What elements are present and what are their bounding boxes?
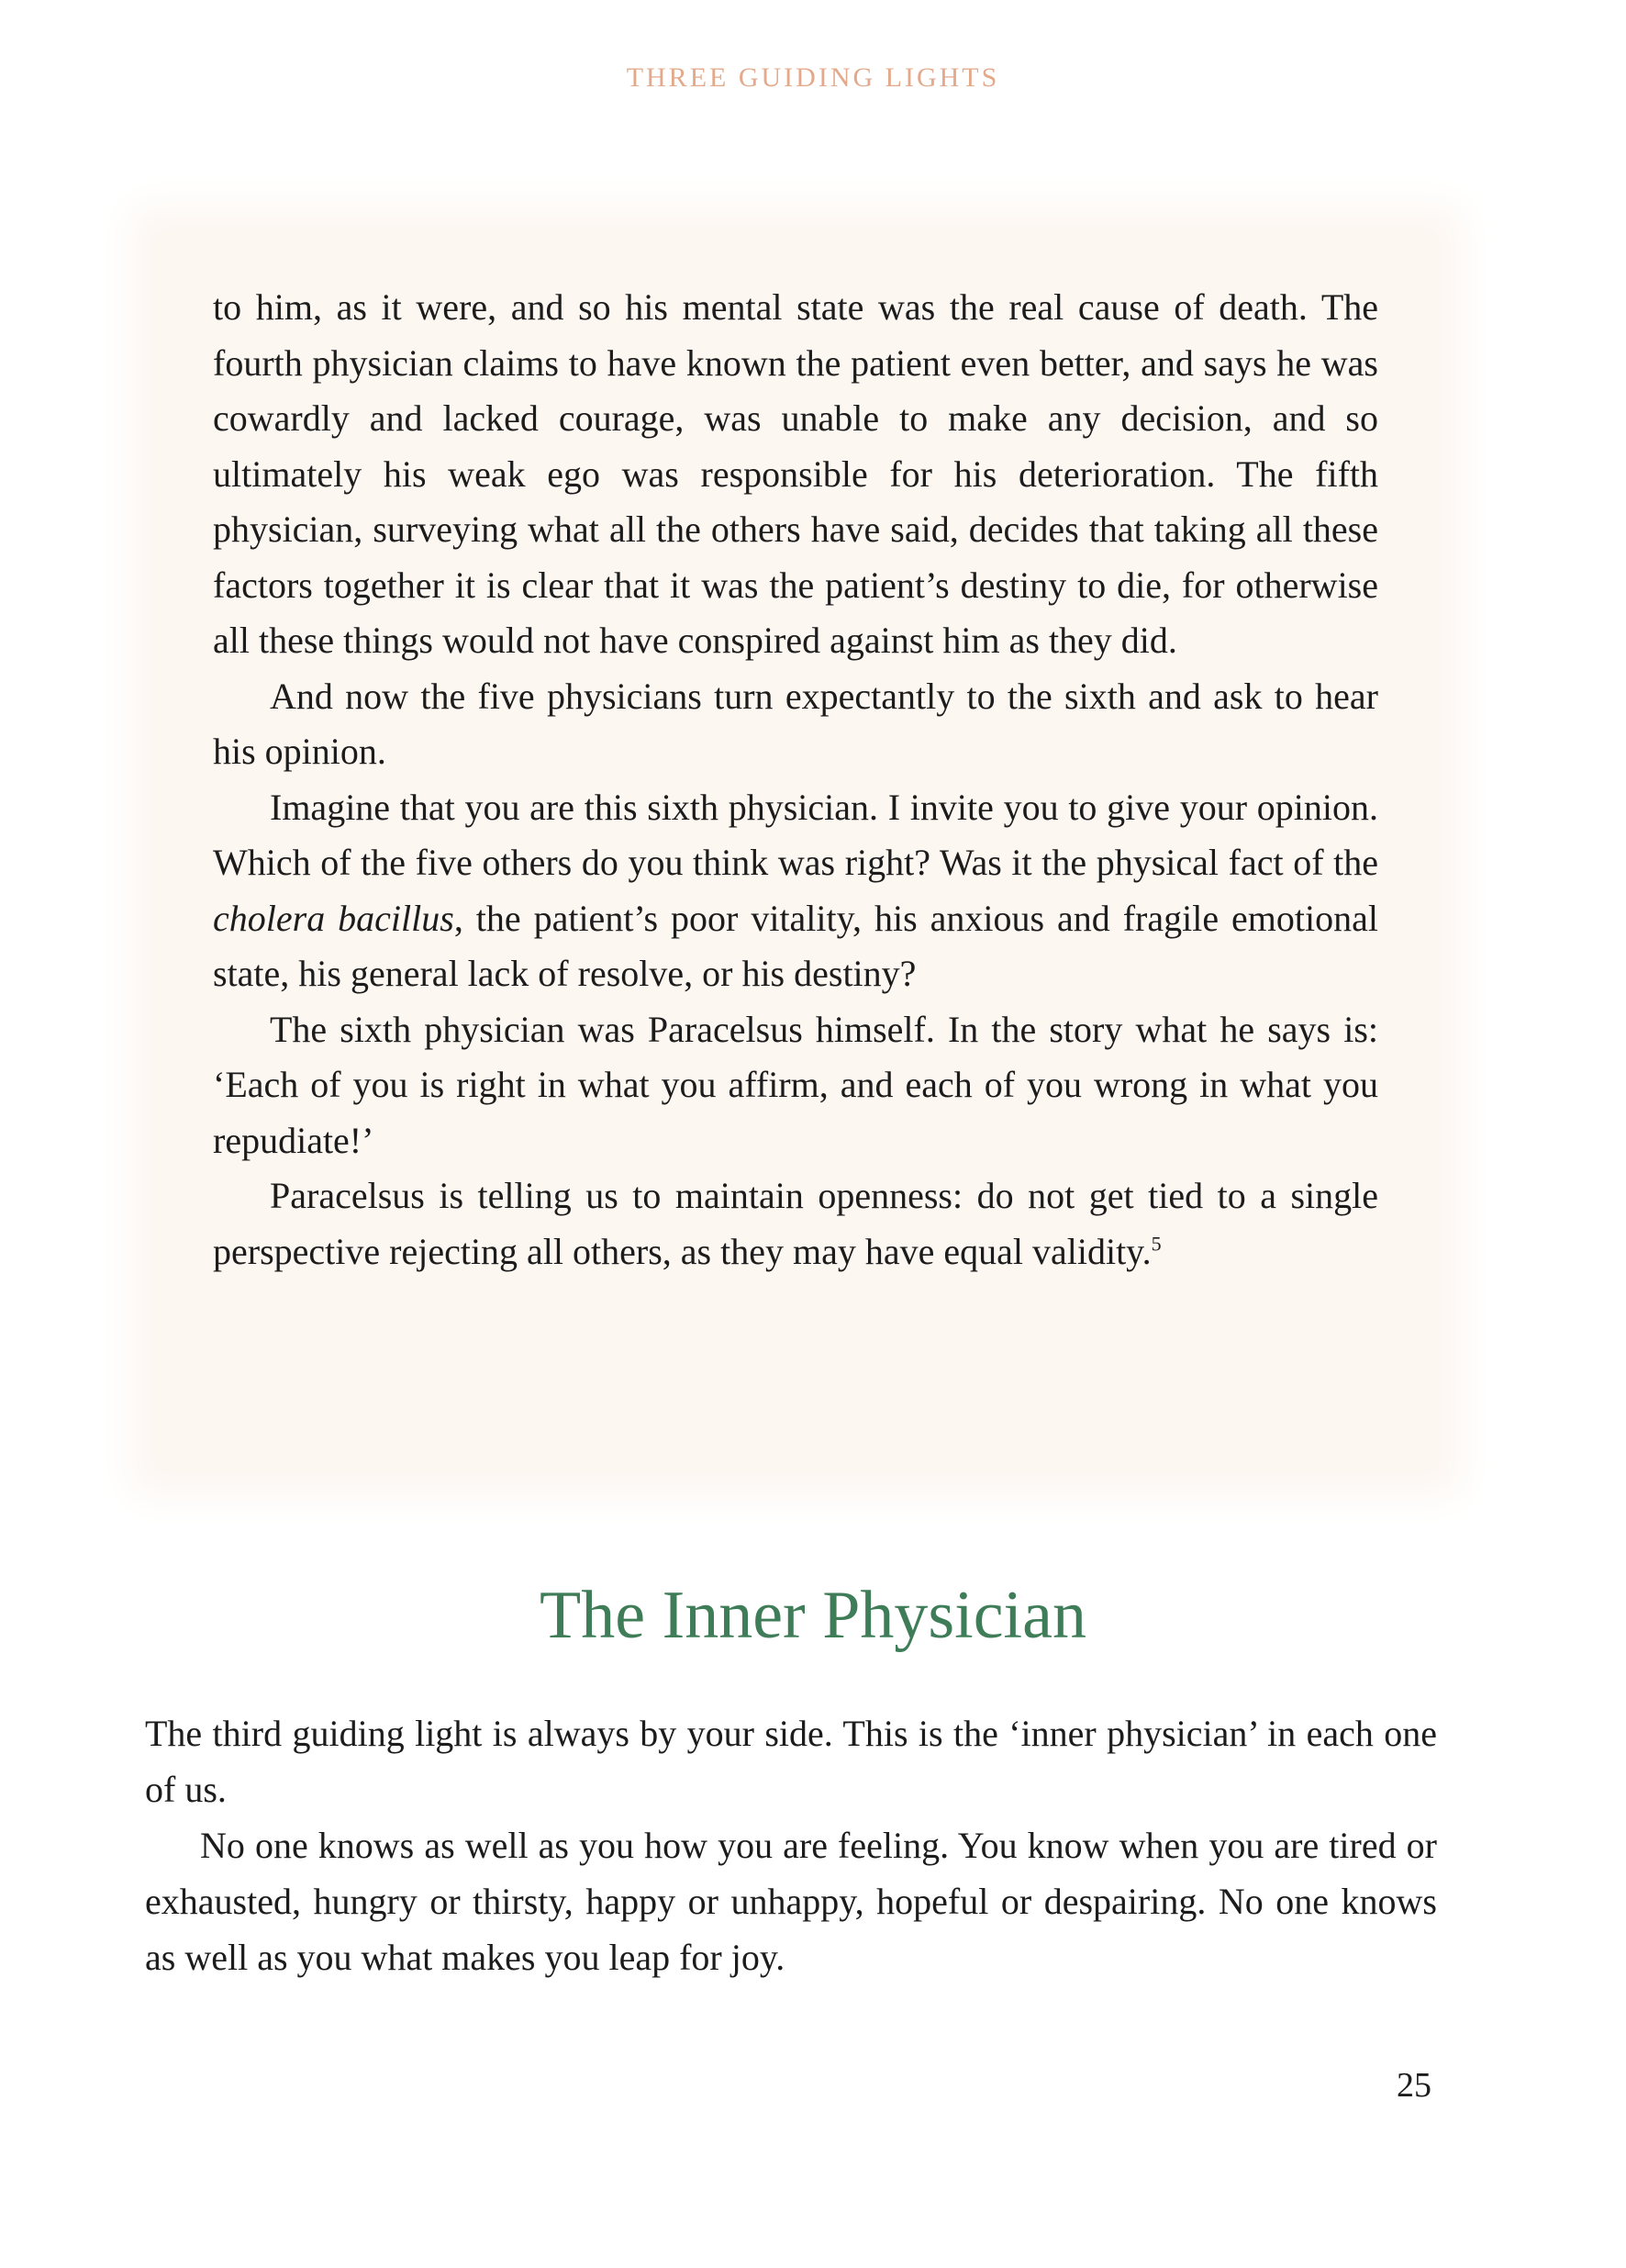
boxed-story-text [213,280,1378,1279]
box-paragraph-5-text: Paracelsus is telling us to maintain openness: do not get tied to a single perspective rejecting all others, as they may have equal validity. [213,1175,1378,1272]
box-paragraph-3-start: Imagine that you are this sixth physician. I invite you to give your opinion. Which of the five others do you think was right? Was it the physical fact of the [213,786,1378,883]
box-paragraph-3-end: , the patient’s poor vitality, his anxious and fragile emotional state, his general lack of resolve, or his destiny? [213,897,1379,994]
footnote-reference: 5 [1151,1232,1162,1256]
running-head: THREE GUIDING LIGHTS [626,62,1000,93]
italic-term: cholera bacillus [213,897,454,939]
section-body-text [145,1705,1437,1985]
box-paragraph-5 [213,1168,1378,1279]
box-paragraph-1: to him, as it were, and so his mental state was the real cause of death. The fourth physician claims to have known the patient even better, and says he was cowardly and lacked courage, was unable to make any decision, and so ultimately his weak ego was responsible for his deterioration. The fifth physician, surveying what all the others have said, decides that taking all these factors together it is clear that it was the patient’s destiny to die, for otherwise all these things would not have conspired against him as they did. [213,286,1378,661]
box-paragraph-2: And now the five physicians turn expectantly to the sixth and ask to hear his opinion. [213,675,1378,772]
box-paragraph-4: The sixth physician was Paracelsus himself. In the story what he says is: ‘Each of you is right in what you affirm, and each of you wrong in what you repudiate!’ [213,1008,1378,1161]
section-paragraph-2: No one knows as well as you how you are feeling. You know when you are tired or exhausted, hungry or thirsty, happy or unhappy, hopeful or despairing. No one knows as well as you what makes you leap for joy. [145,1825,1437,1978]
section-heading: The Inner Physician [540,1578,1086,1653]
box-paragraph-3 [213,780,1378,1002]
page-number: 25 [1397,2066,1431,2105]
section-paragraph-1: The third guiding light is always by your side. This is the ‘inner physician’ in each one of us. [145,1713,1437,1810]
